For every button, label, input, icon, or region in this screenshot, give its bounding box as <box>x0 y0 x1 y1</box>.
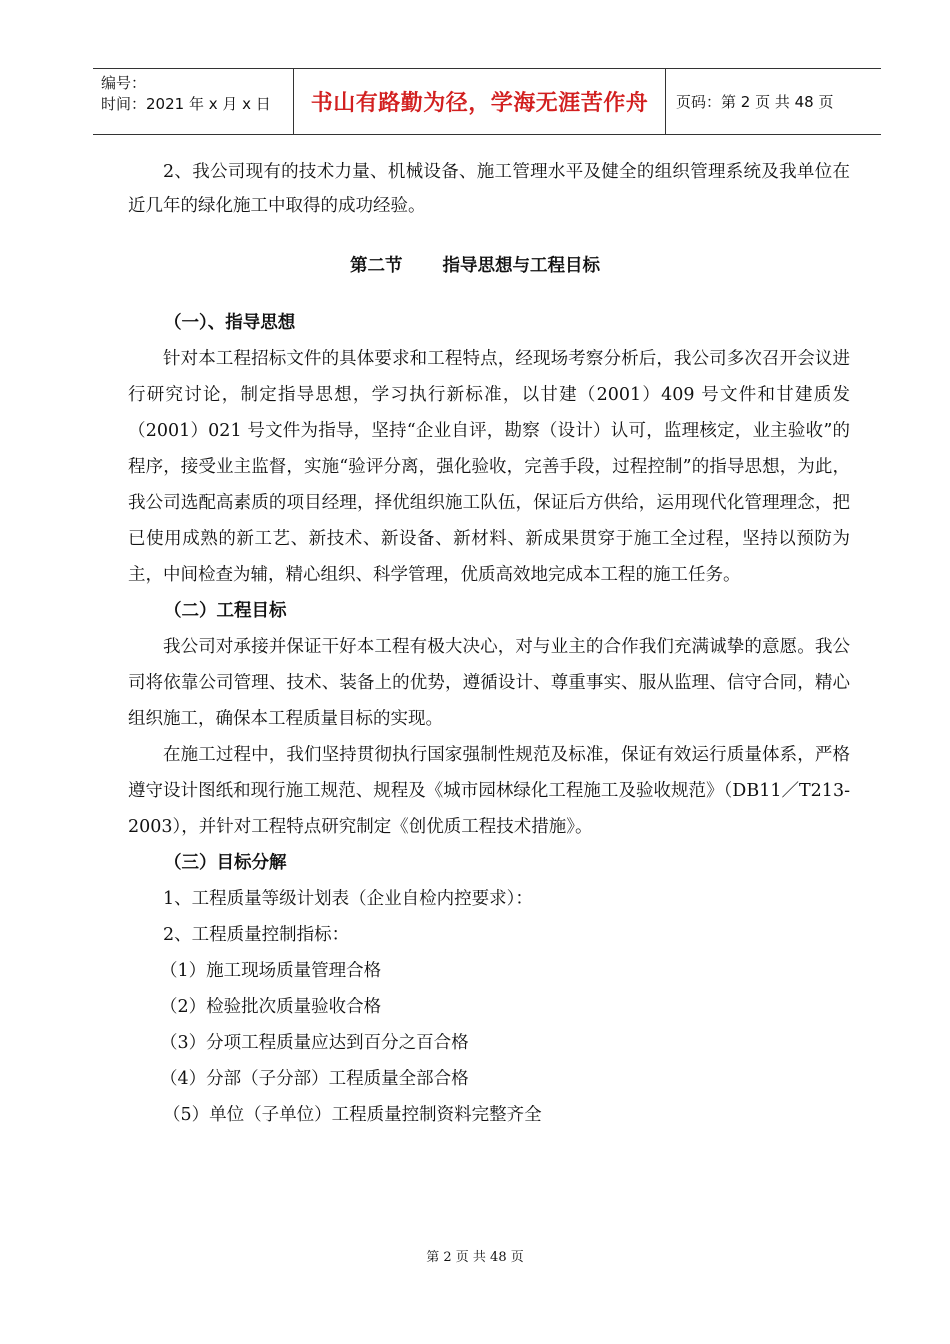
list-item: （3）分项工程质量应达到百分之百合格 <box>160 1033 469 1053</box>
list-item: （4）分部（子分部）工程质量全部合格 <box>160 1069 469 1089</box>
serial-label: 编号： <box>101 74 147 92</box>
list-item: （2）检验批次质量验收合格 <box>160 997 382 1017</box>
list-item: （1）施工现场质量管理合格 <box>160 961 382 981</box>
document-body <box>128 155 850 223</box>
list-item: 1、工程质量等级计划表（企业自检内控要求）： <box>163 889 533 909</box>
guiding-section <box>128 305 850 1133</box>
header-meta <box>93 69 293 134</box>
header-page-cell <box>666 69 881 134</box>
time-label: 时间：2021 年 x 月 x 日 <box>101 95 271 113</box>
guiding-paragraph: 针对本工程招标文件的具体要求和工程特点，经现场考察分析后，我公司多次召开会议进行研究讨论，制定指导思想，学习执行新标准，以甘建（2001）409 号文件和甘建质发（2001）021 号文件为指导，坚持“企业自评，勘察（设计）认可，监理核定，业主验收”的程序，接受业主监督，实施“验评分离，强化验收，完善手段，过程控制”的指导思想，为此，我公司选配高素质的项目经理，择优组织施工队伍，保证后方供给，运用现代化管理理念，把已使用成熟的新工艺、新技术、新设备、新材料、新成果贯穿于施工全过程，坚持以预防为主，中间检查为辅，精心组织、科学管理，优质高效地完成本工程的施工任务。 <box>128 349 850 585</box>
intro-paragraph: 2、我公司现有的技术力量、机械设备、施工管理水平及健全的组织管理系统及我单位在近几年的绿化施工中取得的成功经验。 <box>128 162 850 216</box>
guiding-heading: （一）、指导思想 <box>164 313 296 333</box>
header-motto-cell <box>293 69 666 134</box>
section-heading: 指导思想与工程目标 <box>442 256 600 276</box>
motto: 书山有路勤为径，学海无涯苦作舟 <box>310 91 649 116</box>
list-item: （5）单位（子单位）工程质量控制资料完整齐全 <box>163 1105 542 1125</box>
list-item: 2、工程质量控制指标： <box>163 925 350 945</box>
breakdown-heading: （三）目标分解 <box>164 853 287 873</box>
page-header <box>93 68 881 135</box>
goals-paragraph-1: 我公司对承接并保证干好本工程有极大决心，对与业主的合作我们充满诚挚的意愿。我公司将依靠公司管理、技术、装备上的优势，遵循设计、尊重事实、服从监理、信守合同，精心组织施工，确保本工程质量目标的实现。 <box>128 637 850 729</box>
goals-heading: （二）工程目标 <box>164 601 287 621</box>
page-label: 页码：第 2 页 共 48 页 <box>676 93 834 111</box>
section-number: 第二节 <box>350 256 403 276</box>
goals-paragraph-2: 在施工过程中，我们坚持贯彻执行国家强制性规范及标准，保证有效运行质量体系，严格遵守设计图纸和现行施工规范、规程及《城市园林绿化工程施工及验收规范》（DB11／T213-2003），并针对工程特点研究制定《创优质工程技术措施》。 <box>128 745 850 837</box>
page-footer: 第 2 页 共 48 页 <box>426 1250 524 1265</box>
section-title <box>0 252 950 277</box>
